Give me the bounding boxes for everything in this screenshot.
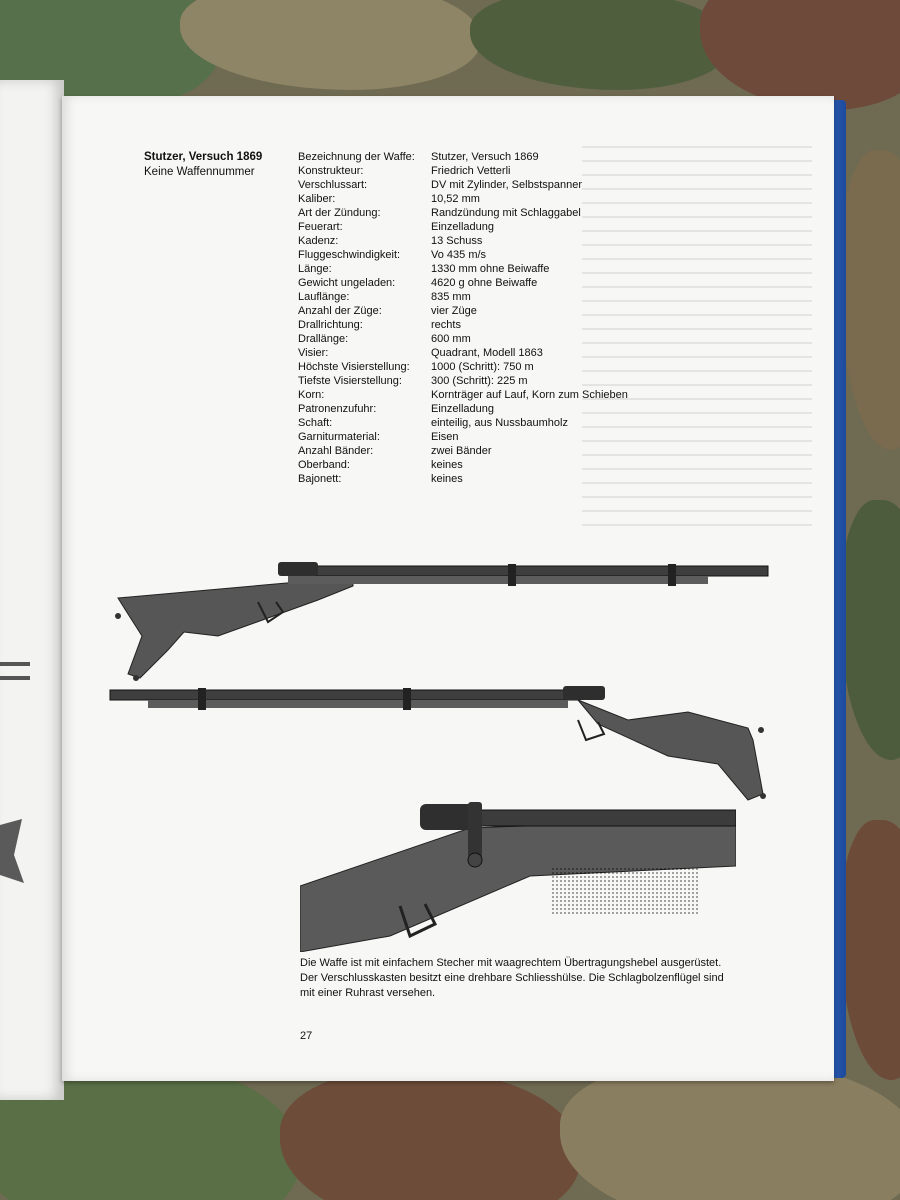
spec-label: Oberband: <box>298 459 350 471</box>
spec-label: Tiefste Visierstellung: <box>298 375 402 387</box>
spec-label: Drallrichtung: <box>298 319 363 331</box>
spec-value: 1000 (Schritt): 750 m <box>431 361 534 373</box>
spec-value: Randzündung mit Schlaggabel <box>431 207 581 219</box>
spec-label: Korn: <box>298 389 325 401</box>
weapon-title-block <box>144 150 262 180</box>
spec-row <box>298 220 628 234</box>
spec-row <box>298 248 628 262</box>
weapon-title: Stutzer, Versuch 1869 <box>144 151 263 163</box>
spec-label: Visier: <box>298 347 329 359</box>
spec-row <box>298 402 628 416</box>
spec-value: 300 (Schritt): 225 m <box>431 375 528 387</box>
spec-row <box>298 262 628 276</box>
spec-label: Lauflänge: <box>298 291 350 303</box>
rifle-left-side-illustration <box>108 684 778 814</box>
spec-row <box>298 318 628 332</box>
spec-value: Quadrant, Modell 1863 <box>431 347 543 359</box>
figure-caption: Die Waffe ist mit einfachem Stecher mit waagrechtem Übertragungshebel ausgerüstet. Der Verschlusskasten besitzt eine drehbare Schliesshülse. Die Schlagbolzenflügel sind mit einer Ruhrast versehen. <box>300 957 724 999</box>
spec-value: 835 mm <box>431 291 471 303</box>
spec-row <box>298 276 628 290</box>
spec-row <box>298 360 628 374</box>
rifle-right-side-illustration <box>108 558 778 688</box>
spec-value: 1330 mm ohne Beiwaffe <box>431 263 550 275</box>
spec-value: Einzelladung <box>431 221 494 233</box>
spec-row <box>298 388 628 402</box>
spec-value: 600 mm <box>431 333 471 345</box>
previous-page <box>0 80 64 1100</box>
spec-value: 10,52 mm <box>431 193 480 205</box>
spec-value: 4620 g ohne Beiwaffe <box>431 277 538 289</box>
spec-value: Vo 435 m/s <box>431 249 487 261</box>
spec-value: keines <box>431 473 463 485</box>
spec-label: Patronenzufuhr: <box>298 403 377 415</box>
spec-row <box>298 458 628 472</box>
spec-row <box>298 332 628 346</box>
previous-page-stock-fragment <box>0 815 28 895</box>
spec-label: Gewicht ungeladen: <box>298 277 396 289</box>
spec-row <box>298 164 628 178</box>
spec-label: Verschlussart: <box>298 179 368 191</box>
spec-row <box>298 416 628 430</box>
spec-label: Kadenz: <box>298 235 339 247</box>
spec-label: Fluggeschwindigkeit: <box>298 249 401 261</box>
spec-label: Anzahl der Züge: <box>298 305 382 317</box>
weapon-subtitle: Keine Waffennummer <box>144 166 255 178</box>
spec-label: Konstrukteur: <box>298 165 364 177</box>
spec-value: DV mit Zylinder, Selbstspanner <box>431 179 583 191</box>
spec-value: keines <box>431 459 463 471</box>
spec-value: Eisen <box>431 431 459 443</box>
spec-label: Länge: <box>298 263 332 275</box>
previous-page-rifle-fragment <box>0 658 30 684</box>
spec-value: 13 Schuss <box>431 235 483 247</box>
spec-value: vier Züge <box>431 305 477 317</box>
spec-row <box>298 206 628 220</box>
spec-label: Feuerart: <box>298 221 343 233</box>
spec-row <box>298 192 628 206</box>
spec-value: Kornträger auf Lauf, Korn zum Schieben <box>431 389 628 401</box>
spec-row <box>298 178 628 192</box>
spec-value: Friedrich Vetterli <box>431 165 511 177</box>
spec-row <box>298 290 628 304</box>
spec-row <box>298 374 628 388</box>
spec-row <box>298 304 628 318</box>
spec-value: rechts <box>431 319 461 331</box>
spec-value: Einzelladung <box>431 403 494 415</box>
spec-row <box>298 444 628 458</box>
spec-label: Anzahl Bänder: <box>298 445 374 457</box>
spec-label: Bajonett: <box>298 473 342 485</box>
specifications-table <box>298 150 628 486</box>
spec-label: Bezeichnung der Waffe: <box>298 151 415 163</box>
spec-row <box>298 472 628 486</box>
spec-label: Kaliber: <box>298 193 336 205</box>
spec-label: Garniturmaterial: <box>298 431 380 443</box>
spec-value: zwei Bänder <box>431 445 492 457</box>
spec-row <box>298 234 628 248</box>
spec-label: Drallänge: <box>298 333 349 345</box>
rifle-action-closeup <box>300 796 736 952</box>
spec-label: Schaft: <box>298 417 333 429</box>
spec-row <box>298 346 628 360</box>
spec-value: einteilig, aus Nussbaumholz <box>431 417 568 429</box>
spec-row <box>298 150 628 164</box>
spec-label: Art der Zündung: <box>298 207 381 219</box>
spec-value: Stutzer, Versuch 1869 <box>431 151 539 163</box>
page-number: 27 <box>300 1030 313 1042</box>
spec-row <box>298 430 628 444</box>
spec-label: Höchste Visierstellung: <box>298 361 410 373</box>
book-page <box>62 96 834 1081</box>
